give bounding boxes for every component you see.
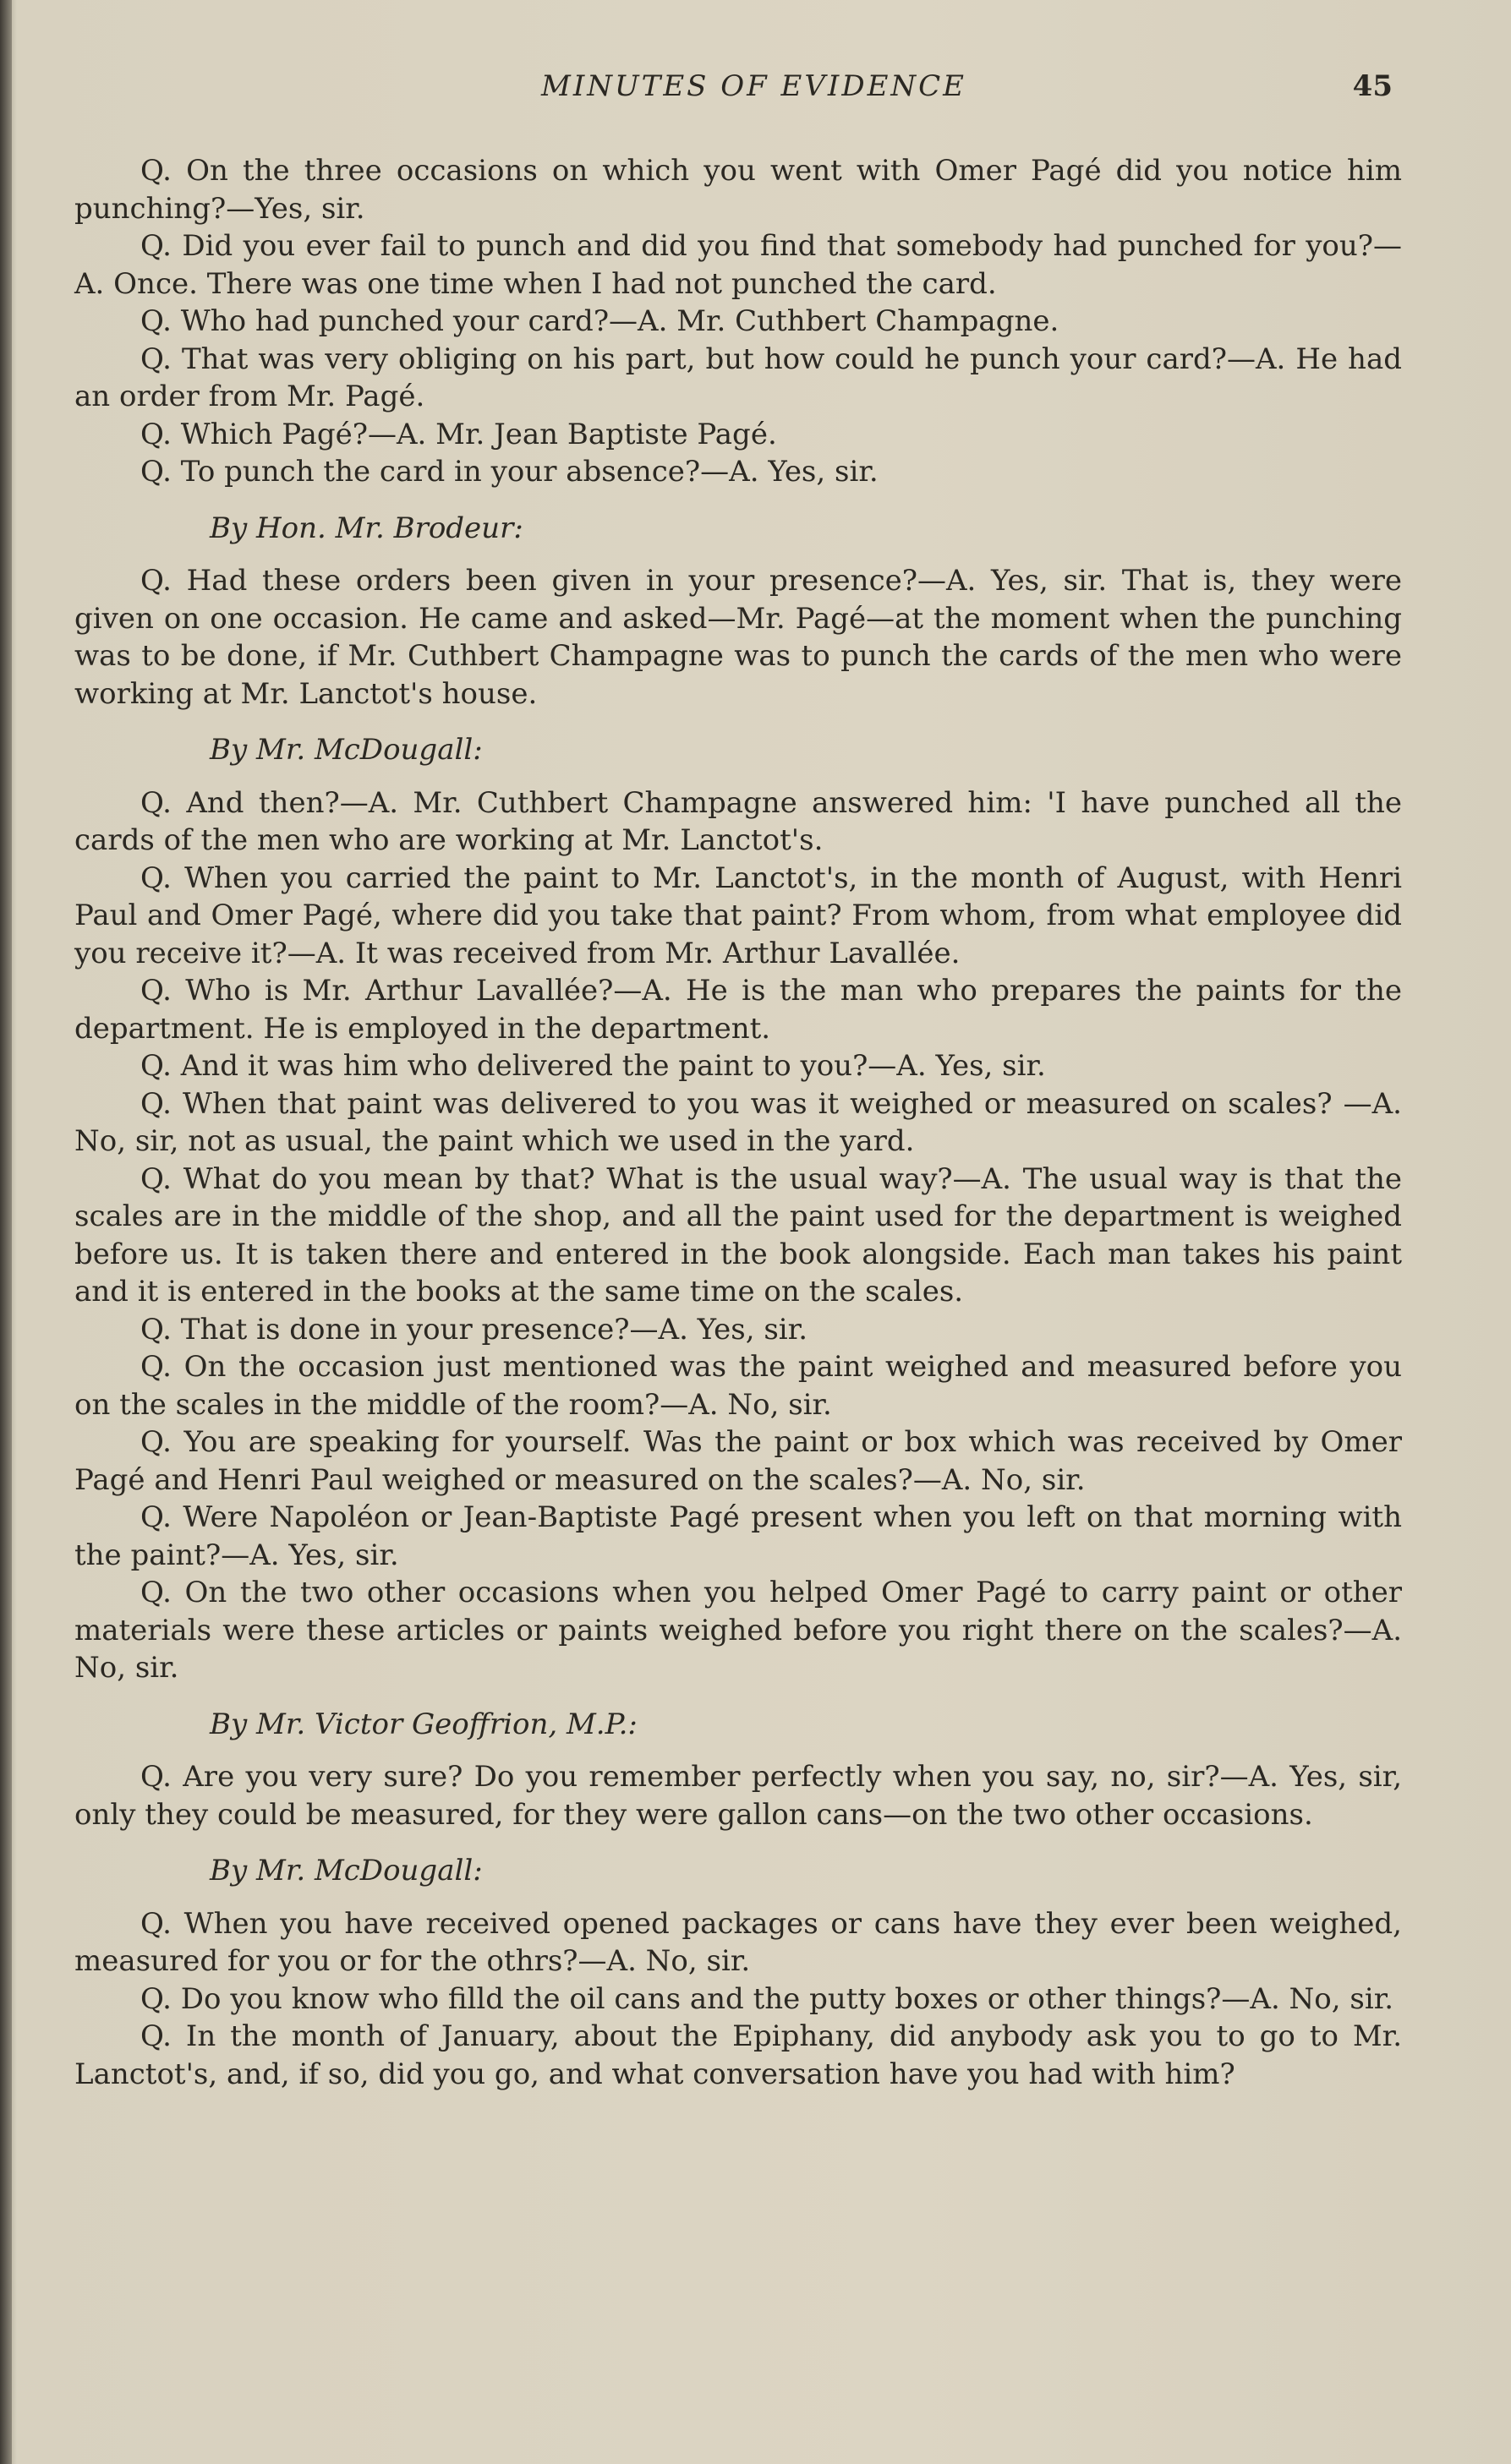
paragraph: Q. Who had punched your card?—A. Mr. Cuthbert Champagne. [140, 304, 1059, 338]
speaker-heading: By Mr. Victor Geoffrion, M.P.: [210, 1707, 638, 1741]
paragraph: Q. What do you mean by that? What is the usual way?—A. The usual way is that the scales are in the middle of the shop, and all the paint used for the department is weighed before us. It is taken there and entered in the book alongside. Each man takes his paint and it is entered in the books at the same time on the scales. [74, 1161, 1402, 1308]
paragraph: Q. On the three occasions on which you went with Omer Pagé did you notice him punching?—Yes, sir. [74, 154, 1402, 226]
speaker-heading: By Mr. McDougall: [210, 733, 483, 767]
page-number: 45 [1352, 69, 1393, 103]
paragraph: Q. On the occasion just mentioned was the paint weighed and measured before you on the scales in the middle of the room?—A. No, sir. [74, 1350, 1402, 1422]
paragraph: Q. And it was him who delivered the paint to you?—A. Yes, sir. [140, 1049, 1046, 1083]
paragraph: Q. To punch the card in your absence?—A. Yes, sir. [140, 455, 879, 489]
paragraph: Q. On the two other occasions when you helped Omer Pagé to carry paint or other materials were these articles or paints weighed before you right there on the scales?—A. No, sir. [74, 1576, 1402, 1685]
evidence-body [74, 152, 1402, 2093]
paragraph: Q. And then?—A. Mr. Cuthbert Champagne answered him: 'I have punched all the cards of the men who are working at Mr. Lanctot's. [74, 785, 1402, 857]
paragraph: Q. You are speaking for yourself. Was the paint or box which was received by Omer Pagé and Henri Paul weighed or measured on the scales?—A. No, sir. [74, 1425, 1402, 1497]
paragraph: Q. Who is Mr. Arthur Lavallée?—A. He is the man who prepares the paints for the department. He is employed in the department. [74, 974, 1402, 1046]
binding-shadow [0, 0, 12, 2464]
page-header [0, 69, 1511, 112]
paragraph: Q. Are you very sure? Do you remember perfectly when you say, no, sir?—A. Yes, sir, only they could be measured, for they were gallon cans—on the two other occasions. [74, 1760, 1402, 1832]
speaker-heading: By Mr. McDougall: [210, 1854, 483, 1888]
paragraph: Q. When you have received opened packages or cans have they ever been weighed, measured for you or for the othrs?—A. No, sir. [74, 1906, 1402, 1978]
paragraph: Q. Had these orders been given in your presence?—A. Yes, sir. That is, they were given on one occasion. He came and asked—Mr. Pagé—at the moment when the punching was to be done, if Mr. Cuthbert Champagne was to punch the cards of the men who were working at Mr. Lanctot's house. [74, 564, 1402, 711]
paragraph: Q. When that paint was delivered to you was it weighed or measured on scales? —A. No, sir, not as usual, the paint which we used in the yard. [74, 1086, 1402, 1158]
paragraph: Q. When you carried the paint to Mr. Lanctot's, in the month of August, with Henri Paul and Omer Pagé, where did you take that paint? From whom, from what employee did you receive it?—A. It was received from Mr. Arthur Lavallée. [74, 860, 1402, 970]
running-head: MINUTES OF EVIDENCE [541, 69, 966, 103]
speaker-heading: By Hon. Mr. Brodeur: [210, 511, 523, 545]
paragraph: Q. Do you know who filld the oil cans and the putty boxes or other things?—A. No, sir. [140, 1981, 1394, 2016]
paragraph: Q. In the month of January, about the Epiphany, did anybody ask you to go to Mr. Lanctot's, and, if so, did you go, and what conversation have you had with him? [74, 2019, 1402, 2091]
paragraph: Q. Which Pagé?—A. Mr. Jean Baptiste Pagé. [140, 417, 777, 451]
paragraph: Q. Did you ever fail to punch and did you find that somebody had punched for you?—A. Once. There was one time when I had not punched the card. [74, 229, 1402, 301]
paragraph: Q. Were Napoléon or Jean-Baptiste Pagé present when you left on that morning with the paint?—A. Yes, sir. [74, 1500, 1402, 1572]
paragraph: Q. That was very obliging on his part, but how could he punch your card?—A. He had an order from Mr. Pagé. [74, 341, 1402, 413]
paragraph: Q. That is done in your presence?—A. Yes, sir. [140, 1312, 808, 1347]
